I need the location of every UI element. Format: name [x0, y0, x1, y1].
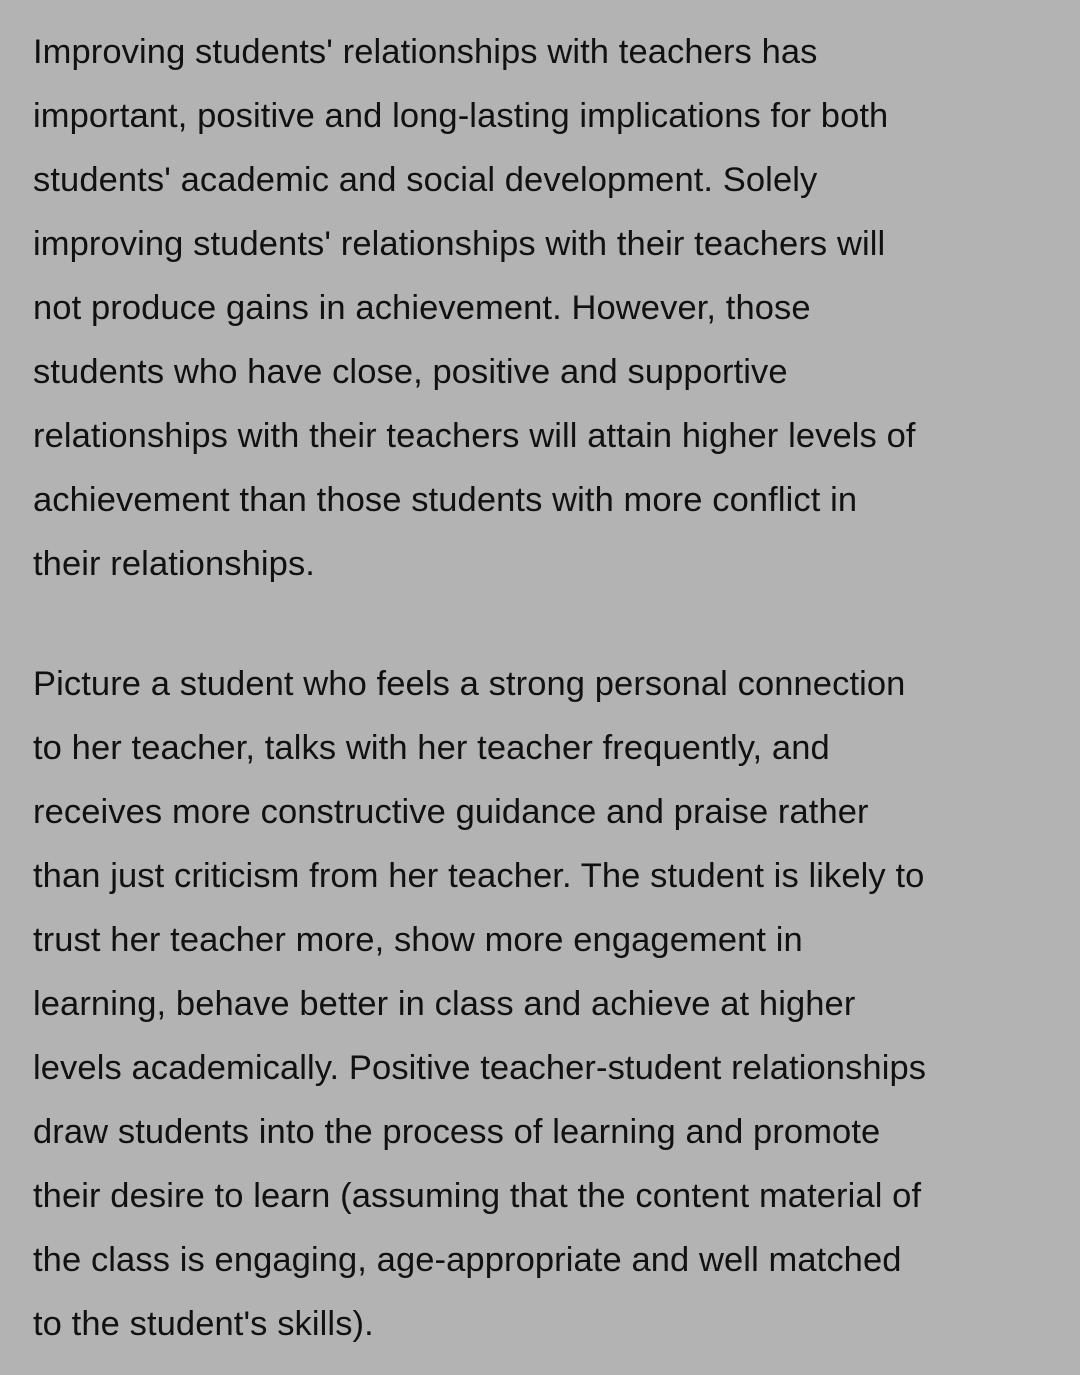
text-line: important, positive and long-lasting implications for both	[33, 97, 889, 135]
text-line: Picture a student who feels a strong personal connection	[33, 665, 906, 703]
text-line: the class is engaging, age-appropriate and well matched	[33, 1241, 902, 1279]
text-line: students' academic and social development. Solely	[33, 161, 818, 199]
text-line: than just criticism from her teacher. The student is likely to	[33, 857, 925, 895]
text-line: their desire to learn (assuming that the content material of	[33, 1177, 922, 1215]
text-line: learning, behave better in class and achieve at higher	[33, 985, 856, 1023]
text-line: receives more constructive guidance and praise rather	[33, 793, 869, 831]
text-line: improving students' relationships with their teachers will	[33, 225, 886, 263]
text-line: achievement than those students with more conflict in	[33, 481, 858, 519]
paragraph-spacer	[33, 596, 1047, 652]
text-line: not produce gains in achievement. However, those	[33, 289, 811, 327]
text-line: students who have close, positive and supportive	[33, 353, 788, 391]
text-line: trust her teacher more, show more engagement in	[33, 921, 803, 959]
text-line: draw students into the process of learning and promote	[33, 1113, 881, 1151]
text-line: to the student's skills).	[33, 1305, 374, 1343]
text-line: levels academically. Positive teacher-student relationships	[33, 1049, 927, 1087]
text-line: relationships with their teachers will attain higher levels of	[33, 417, 916, 455]
paragraph-2	[33, 652, 1047, 1356]
text-line: their relationships.	[33, 545, 315, 583]
paragraph-1	[33, 20, 1047, 596]
text-line: Improving students' relationships with teachers has	[33, 33, 818, 71]
text-line: to her teacher, talks with her teacher frequently, and	[33, 729, 830, 767]
